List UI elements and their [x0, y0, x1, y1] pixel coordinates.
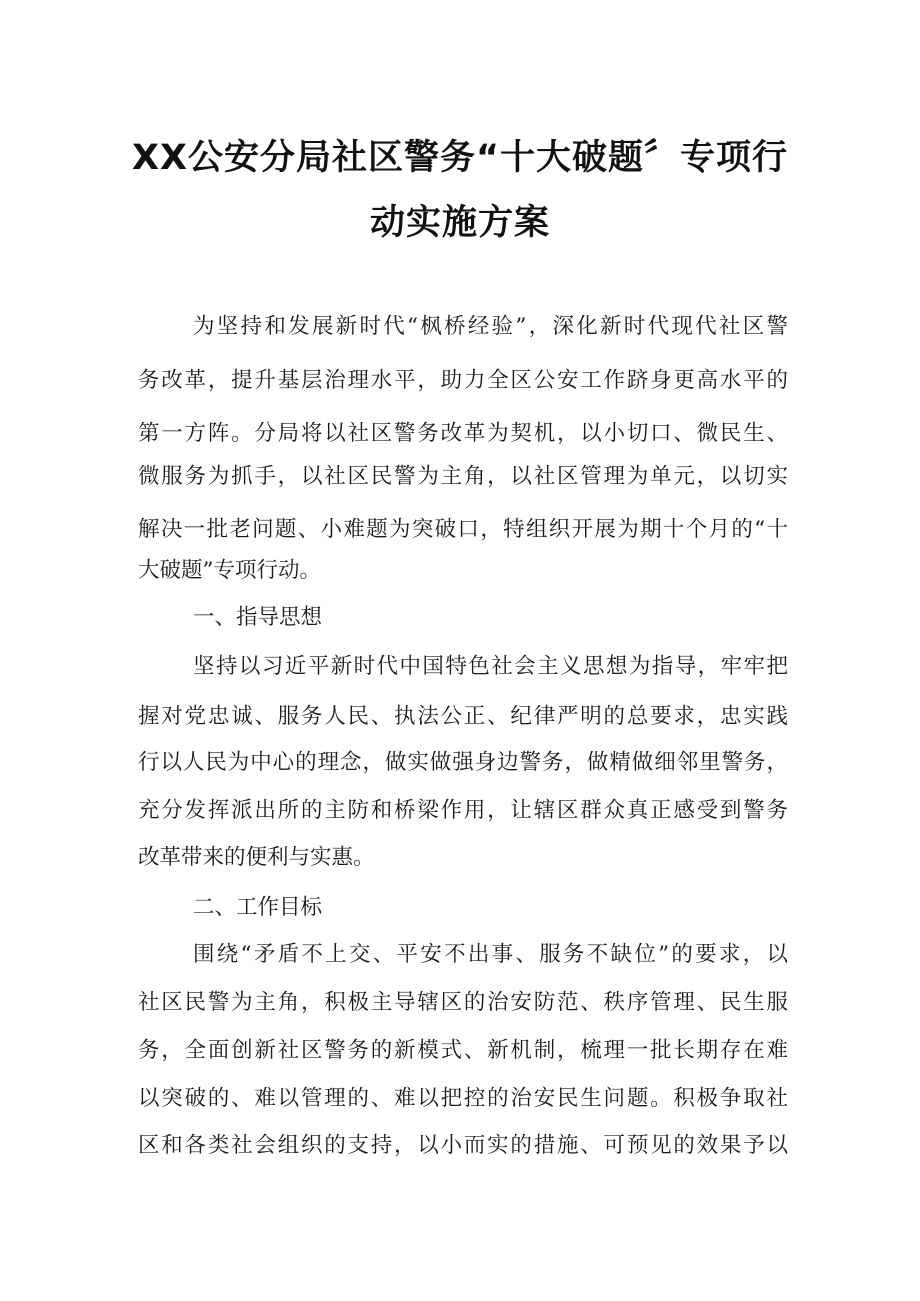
paragraph-line: 社区民警为主角，积极主导辖区的治安防范、秩序管理、民生服: [138, 990, 788, 1015]
paragraph-line: 区和各类社会组织的支持，以小而实的措施、可预见的效果予以: [138, 1133, 788, 1158]
paragraph-line: 第一方阵。分局将以社区警务改革为契机，以小切口、微民生、: [138, 421, 788, 446]
paragraph-line: 围绕“矛盾不上交、平安不出事、服务不缺位”的要求，以: [193, 942, 788, 967]
paragraph-line: 解决一批老问题、小难题为突破口，特组织开展为期十个月的“十: [138, 517, 788, 542]
paragraph-line: 务，全面创新社区警务的新模式、新机制，梳理一批长期存在难: [138, 1038, 788, 1063]
paragraph-line: 改革带来的便利与实惠。: [138, 845, 375, 870]
paragraph-line: 为坚持和发展新时代“枫桥经验”，深化新时代现代社区警: [193, 314, 788, 339]
section-heading: 二、工作目标: [193, 895, 323, 920]
paragraph-line: 务改革，提升基层治理水平，助力全区公安工作跻身更高水平的: [138, 368, 788, 393]
paragraph-line: 行以人民为中心的理念，做实做强身边警务，做精做细邻里警务，: [138, 750, 788, 775]
document-title-line-1: XX公安分局社区警务“十大破题〞专项行: [132, 138, 788, 178]
section-heading: 一、指导思想: [193, 605, 323, 630]
paragraph-line: 充分发挥派出所的主防和桥梁作用，让辖区群众真正感受到警务: [138, 798, 788, 823]
paragraph-line: 以突破的、难以管理的、难以把控的治安民生问题。积极争取社: [138, 1086, 788, 1111]
paragraph-line: 握对党忠诚、服务人民、执法公正、纪律严明的总要求，忠实践: [138, 704, 788, 729]
paragraph-line: 大破题”专项行动。: [138, 558, 321, 583]
document-title-line-2: 动实施方案: [369, 203, 550, 243]
paragraph-line: 微服务为抓手，以社区民警为主角，以社区管理为单元，以切实: [138, 464, 788, 489]
paragraph-line: 坚持以习近平新时代中国特色社会主义思想为指导，牢牢把: [193, 654, 788, 679]
